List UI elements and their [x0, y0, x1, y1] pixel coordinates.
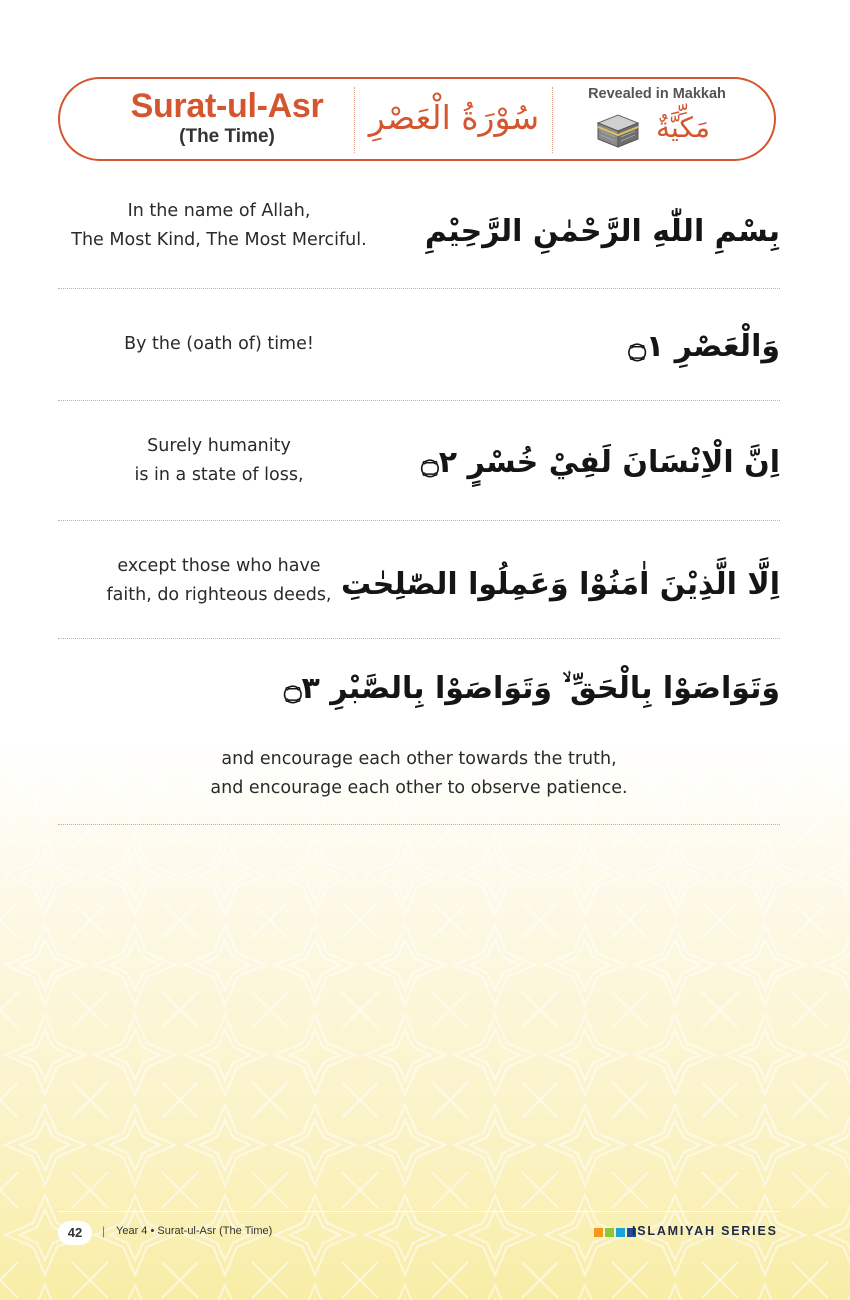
footer-separator: |: [102, 1224, 106, 1238]
verse-divider: [58, 520, 780, 521]
kaaba-icon: [595, 109, 641, 149]
surah-header: [58, 77, 776, 161]
series-square: [605, 1228, 614, 1237]
verse-arabic: اِنَّ الْاِنْسَانَ لَفِيْ خُسْرٍ ۝٢: [421, 445, 780, 480]
verse-arabic: وَالْعَصْرِ ۝١: [628, 329, 780, 364]
verse-3b: [58, 664, 780, 724]
translation-line: is in a state of loss,: [134, 465, 304, 485]
verse-arabic: اِلَّا الَّذِيْنَ اٰمَنُوْا وَعَمِلُوا الصّٰلِحٰتِ: [340, 567, 780, 602]
verse-arabic: بِسْمِ اللّٰهِ الرَّحْمٰنِ الرَّحِيْمِ: [424, 214, 780, 249]
verse-translation: By the (oath of) time!: [124, 334, 314, 354]
verse-divider: [58, 638, 780, 639]
verse-1: [58, 300, 780, 396]
translation-line: The Most Kind, The Most Merciful.: [71, 230, 367, 250]
surah-arabic-title: سُوْرَةُ الْعَصْرِ: [368, 98, 540, 137]
page-number: 42: [58, 1221, 92, 1245]
verse-translation: [58, 552, 380, 610]
verse-divider: [58, 288, 780, 289]
translation-line: except those who have: [117, 556, 321, 576]
verse-3a: [58, 530, 780, 634]
surah-title-block: [98, 87, 356, 149]
series-square: [594, 1228, 603, 1237]
surah-subtitle: (The Time): [179, 126, 275, 147]
footer-running-title: Year 4 • Surat-ul-Asr (The Time): [116, 1225, 273, 1237]
verse-divider: [58, 400, 780, 401]
revelation-label: Revealed in Makkah: [588, 86, 726, 102]
verse-2: [58, 410, 780, 518]
verse-arabic: وَتَوَاصَوْا بِالْحَقِّ ۙ وَتَوَاصَوْا بِالصَّبْرِ ۝٣: [283, 671, 780, 706]
header-divider: [552, 87, 553, 153]
translation-line: and encourage each other to observe patience.: [210, 778, 628, 798]
header-divider: [354, 87, 355, 153]
surah-title: Surat-ul-Asr: [130, 87, 324, 125]
verse-translation: [58, 197, 380, 255]
verse-translation: [58, 432, 380, 490]
series-square: [616, 1228, 625, 1237]
translation-line: Surely humanity: [147, 436, 291, 456]
verse-divider: [58, 824, 780, 825]
translation-line: and encourage each other towards the truth,: [221, 749, 617, 769]
translation-line: faith, do righteous deeds,: [106, 585, 332, 605]
verse-translation-centered: [58, 745, 780, 803]
verse-bismillah: [58, 195, 780, 285]
series-color-squares: [594, 1228, 636, 1237]
series-name: ISLAMIYAH SERIES: [632, 1224, 778, 1238]
translation-line: In the name of Allah,: [127, 201, 311, 221]
makki-arabic-label: مَكِّيَّةٌ: [656, 111, 710, 144]
footer-divider: [58, 1211, 780, 1212]
